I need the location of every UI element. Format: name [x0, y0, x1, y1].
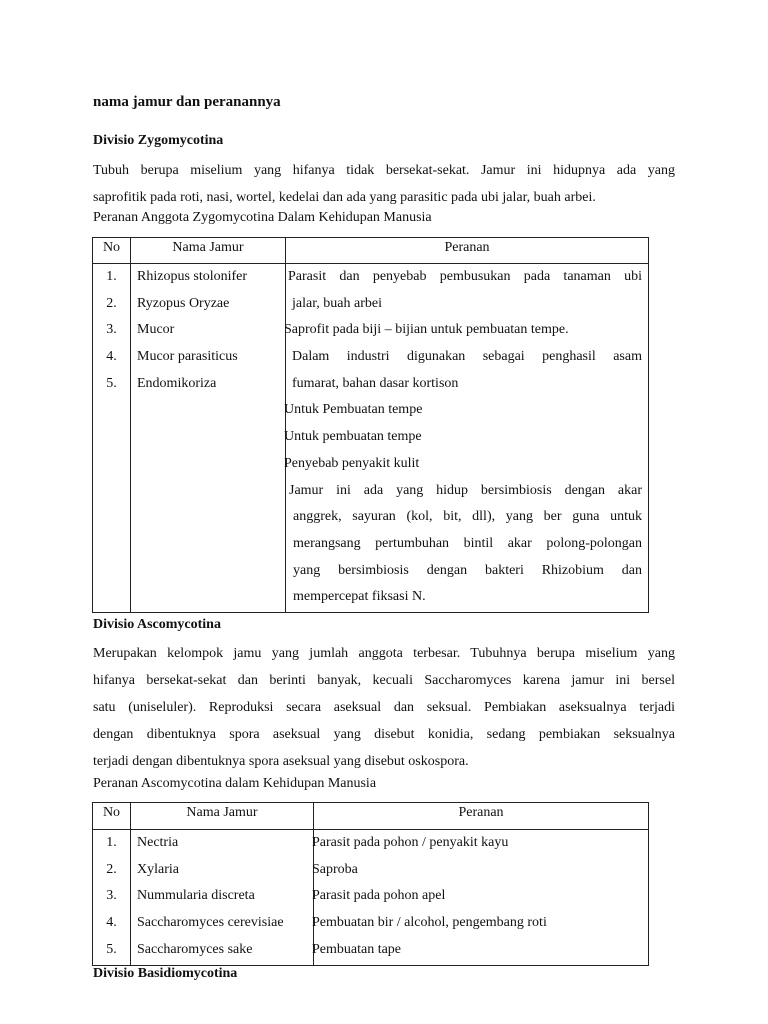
table-header-row: [93, 803, 649, 830]
role-text: merangsang pertumbuhan bintil akar polong-polongan: [293, 535, 642, 551]
row-number: 5.: [106, 941, 117, 957]
asco-para-line: terjadi dengan dibentuknya spora aseksual yang disebut oskospora.: [93, 754, 469, 769]
role-text: Parasit pada pohon apel: [312, 888, 446, 904]
fungus-name: Mucor: [137, 322, 175, 338]
role-text: Pembuatan tape: [312, 941, 402, 957]
asco-para-line: satu (uniseluler). Reproduksi secara aseksual dan seksual. Pembiakan aseksualnya terjadi: [93, 700, 675, 715]
role-text: yang bersimbiosis dengan bakteri Rhizobium dan: [293, 562, 642, 578]
row-number: 1.: [106, 835, 117, 850]
role-text: anggrek, sayuran (kol, bit, dll), yang ber guna untuk: [293, 509, 642, 525]
basidio-heading: Divisio Basidiomycotina: [93, 966, 238, 981]
fungus-name: Ryzopus Oryzae: [137, 295, 230, 311]
fungus-name: Saccharomyces sake: [137, 941, 253, 957]
role-text: mempercepat fiksasi N.: [293, 589, 426, 605]
row-number: 1.: [106, 269, 117, 284]
header-nama-jamur: Nama Jamur: [131, 238, 286, 264]
zygo-para-line: saprofitik pada roti, nasi, wortel, kedelai dan ada yang parasitic pada ubi jalar, buah arbei.: [93, 190, 596, 205]
name-column: [131, 830, 314, 966]
asco-para-line: hifanya bersekat-sekat dan berinti banyak, kecuali Saccharomyces karena jamur ini bersel: [93, 673, 675, 688]
asco-table-caption: Peranan Ascomycotina dalam Kehidupan Manusia: [93, 776, 377, 791]
header-peranan: Peranan: [286, 238, 649, 264]
fungus-name: Nummularia discreta: [137, 888, 255, 904]
role-text: Jamur ini ada yang hidup bersimbiosis dengan akar: [289, 482, 642, 498]
table-row: [93, 830, 649, 966]
row-number: 4.: [106, 349, 117, 365]
role-text: Parasit pada pohon / penyakit kayu: [312, 835, 509, 850]
row-number: 4.: [106, 915, 117, 931]
no-column: [93, 830, 131, 966]
header-no: No: [93, 803, 131, 830]
row-number: 2.: [106, 861, 117, 877]
row-number: 3.: [106, 888, 117, 904]
role-text: Saproba: [312, 861, 358, 877]
role-text: Saprofit pada biji – bijian untuk pembuatan tempe.: [284, 322, 569, 338]
no-column: [93, 264, 131, 613]
page-title: nama jamur dan peranannya: [93, 94, 281, 110]
zygo-paragraph: [93, 157, 675, 211]
role-text: fumarat, bahan dasar kortison: [292, 375, 459, 391]
role-column: [314, 830, 649, 966]
fungus-name: Saccharomyces cerevisiae: [137, 915, 284, 931]
role-text: jalar, buah arbei: [292, 295, 383, 311]
row-number: 5.: [106, 375, 117, 391]
header-no: No: [93, 238, 131, 264]
name-column: [131, 264, 286, 613]
zygo-table-caption: Peranan Anggota Zygomycotina Dalam Kehidupan Manusia: [93, 210, 432, 225]
asco-table: [92, 802, 649, 966]
fungus-name: Mucor parasiticus: [137, 349, 238, 365]
role-text: Pembuatan bir / alcohol, pengembang roti: [312, 915, 547, 931]
role-text: Untuk pembuatan tempe: [284, 429, 422, 445]
role-column: [286, 264, 649, 613]
role-text: Untuk Pembuatan tempe: [284, 402, 423, 418]
asco-para-line: Merupakan kelompok jamu yang jumlah anggota terbesar. Tubuhnya berupa miselium yang: [93, 646, 675, 661]
row-number: 3.: [106, 322, 117, 338]
asco-heading: Divisio Ascomycotina: [93, 617, 221, 632]
table-row: [93, 264, 649, 613]
role-text: Dalam industri digunakan sebagai penghasil asam: [292, 349, 642, 365]
role-text: Parasit dan penyebab pembusukan pada tanaman ubi: [288, 269, 642, 284]
zygo-table: [92, 237, 649, 613]
fungus-name: Endomikoriza: [137, 375, 217, 391]
fungus-name: Xylaria: [137, 861, 179, 877]
header-peranan: Peranan: [314, 803, 649, 830]
role-text: Penyebab penyakit kulit: [284, 455, 420, 471]
fungus-name: Nectria: [137, 835, 179, 850]
asco-paragraph: [93, 640, 675, 775]
asco-para-line: dengan dibentuknya spora aseksual yang disebut konidia, sedang pembiakan seksualnya: [93, 727, 675, 742]
zygo-heading: Divisio Zygomycotina: [93, 133, 224, 148]
table-header-row: [93, 238, 649, 264]
zygo-para-line: Tubuh berupa miselium yang hifanya tidak bersekat-sekat. Jamur ini hidupnya ada yang: [93, 163, 675, 178]
header-nama-jamur: Nama Jamur: [131, 803, 314, 830]
row-number: 2.: [106, 295, 117, 311]
fungus-name: Rhizopus stolonifer: [137, 269, 248, 284]
